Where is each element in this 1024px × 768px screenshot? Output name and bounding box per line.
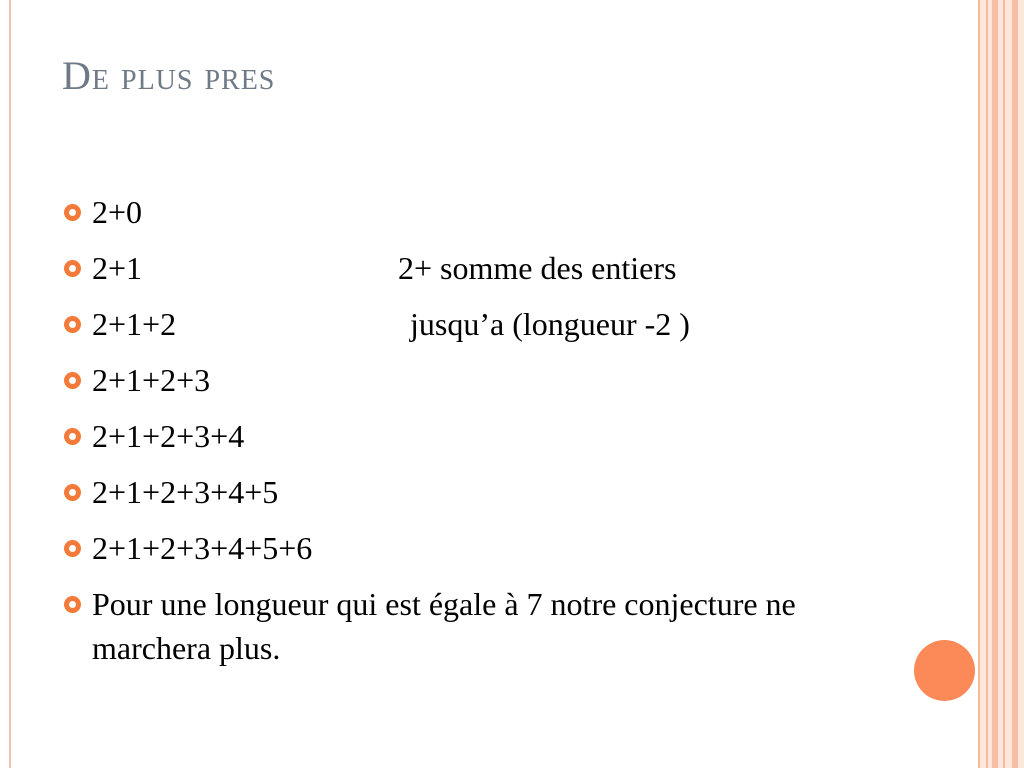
side-note: 2+ somme des entiers: [398, 250, 677, 286]
bullet-item: [64, 302, 944, 358]
bullet-circle-icon: [64, 372, 81, 389]
bullet-text: 2+1+2+3+4: [92, 418, 245, 454]
right-stripe: [1003, 0, 1005, 768]
bullet-item: [64, 582, 912, 670]
bullet-text: 2+1: [92, 250, 143, 286]
bullet-text: 2+1+2+3+4+5: [92, 474, 279, 510]
bullet-text: 2+0: [92, 194, 143, 230]
bullet-item: [64, 526, 944, 582]
left-border-line: [9, 0, 11, 768]
bullet-circle-icon: [64, 596, 81, 613]
right-stripe: [978, 0, 980, 768]
bullet-text: 2+1+2: [92, 306, 177, 342]
bullet-circle-icon: [64, 428, 81, 445]
bullet-circle-icon: [64, 204, 81, 221]
right-stripe: [1012, 0, 1018, 768]
slide-title: De plus pres: [62, 53, 276, 98]
bullet-text: 2+1+2+3+4+5+6: [92, 530, 313, 566]
bullet-item: [64, 414, 944, 470]
bullet-item: [64, 246, 944, 302]
bullet-item: [64, 190, 944, 246]
bullet-circle-icon: [64, 316, 81, 333]
bullet-circle-icon: [64, 260, 81, 277]
right-stripe: [986, 0, 988, 768]
bullet-text: 2+1+2+3: [92, 362, 211, 398]
right-stripe: [992, 0, 998, 768]
bullet-circle-icon: [64, 540, 81, 557]
bullet-text: Pour une longueur qui est égale à 7 notre conjecture ne marchera plus.: [92, 586, 796, 666]
bullet-item: [64, 470, 944, 526]
side-note: jusqu’a (longueur -2 ): [410, 306, 690, 342]
bullet-list: [64, 190, 944, 670]
bullet-circle-icon: [64, 484, 81, 501]
bullet-item: [64, 358, 944, 414]
